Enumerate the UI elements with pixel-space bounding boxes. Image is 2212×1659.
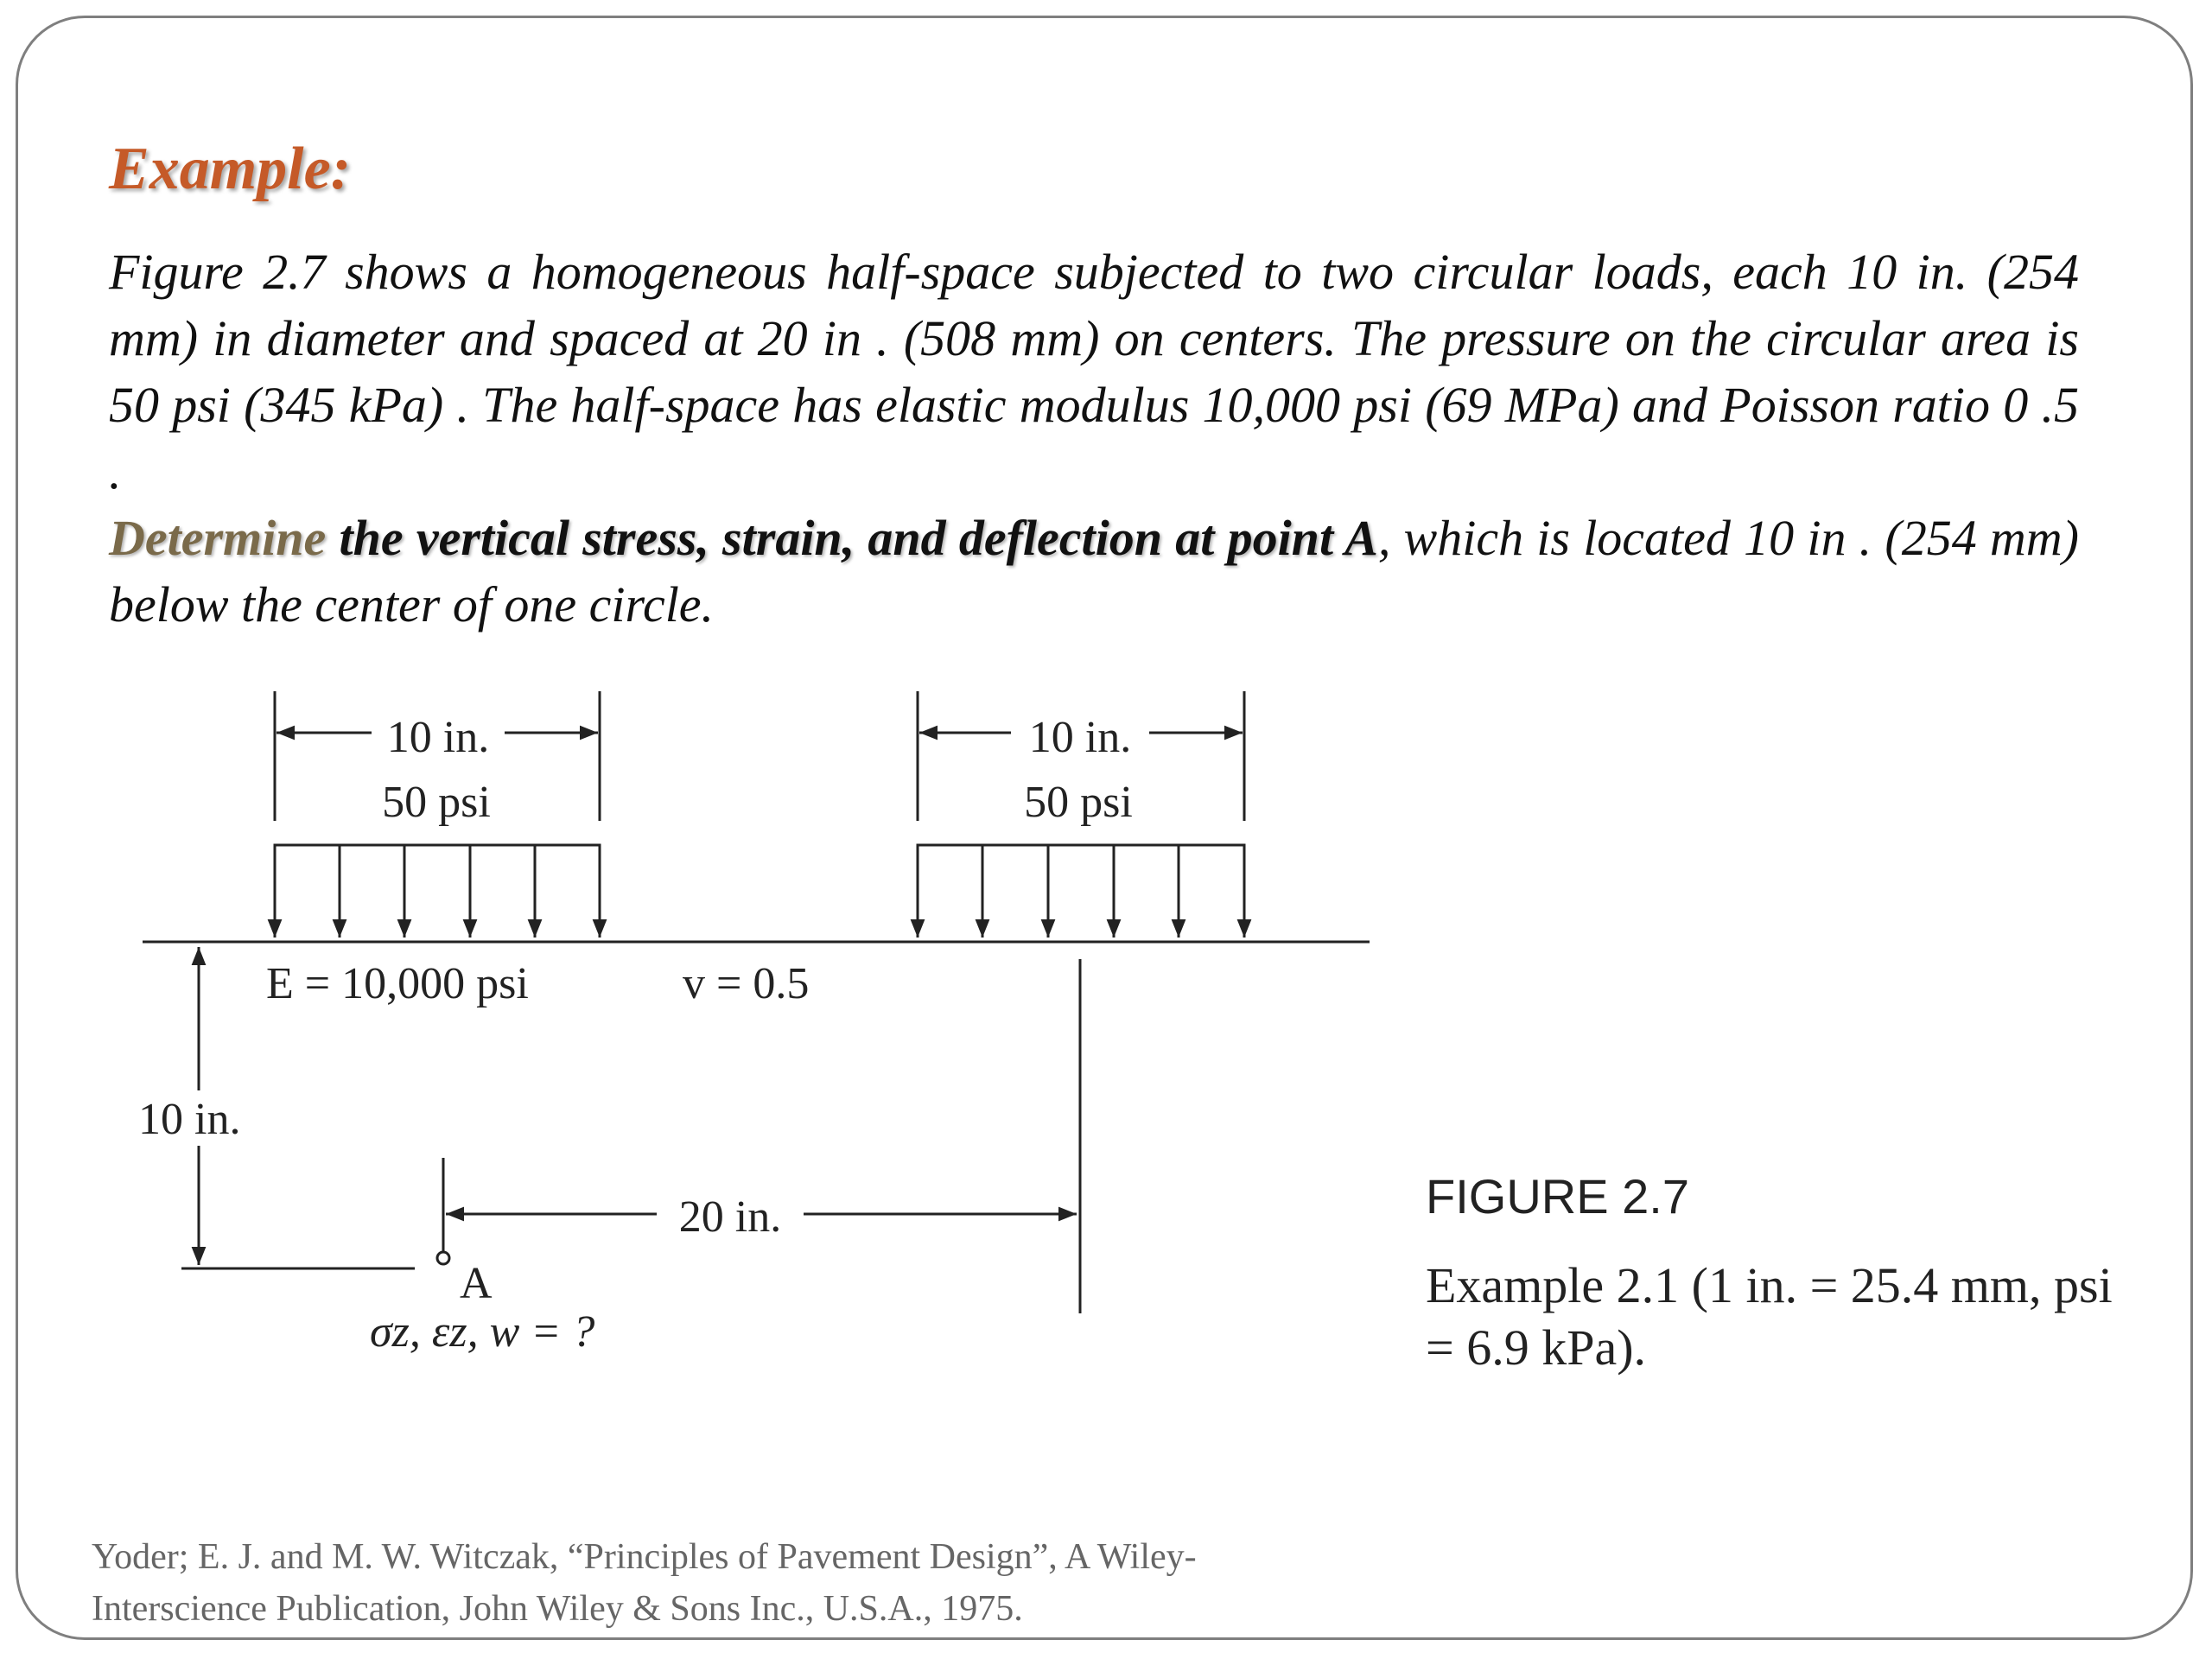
figure-title: FIGURE 2.7 [1426, 1169, 1689, 1224]
slide-heading: Example: [109, 136, 351, 202]
right-load-bar [918, 845, 1244, 938]
left-load-bar [275, 845, 600, 938]
determine-rest: , which is located 10 in . (254 mm) below the center of one circle. [109, 510, 2079, 632]
problem-paragraph: Figure 2.7 shows a homogeneous half-space subjected to two circular loads, each 10 in. (254 mm) in diameter and spaced at 20 in . (508 mm) on centers. The pressure on the circular area is 50 psi (345 kPa) . The half-space has elastic modulus 10,000 psi (69 MPa) and Poisson ratio 0 .5 . [109, 244, 2079, 499]
determine-keyword: Determine [109, 510, 327, 566]
spacing-label: 20 in. [678, 1192, 782, 1242]
point-a-label: A [460, 1259, 493, 1308]
right-load-width-label: 10 in. [1028, 713, 1132, 762]
figure-caption: Example 2.1 (1 in. = 25.4 mm, psi = 6.9 kPa). [1426, 1257, 2113, 1376]
left-load-pressure-label: 50 psi [382, 778, 491, 827]
determine-target: the vertical stress, strain, and deflection at point A [326, 510, 1378, 566]
right-load-pressure-label: 50 psi [1024, 778, 1133, 827]
unknowns-label: σz, εz, w = ? [370, 1307, 595, 1357]
point-a-marker [437, 1252, 449, 1264]
reference-citation: Yoder; E. J. and M. W. Witczak, “Principles of Pavement Design”, A Wiley-Interscience Publication, John Wiley & Sons Inc., U.S.A., 1975. [92, 1537, 1197, 1629]
poisson-label: v = 0.5 [683, 959, 810, 1008]
depth-label: 10 in. [138, 1095, 241, 1144]
modulus-label: E = 10,000 psi [266, 959, 529, 1008]
left-load-width-label: 10 in. [386, 713, 490, 762]
